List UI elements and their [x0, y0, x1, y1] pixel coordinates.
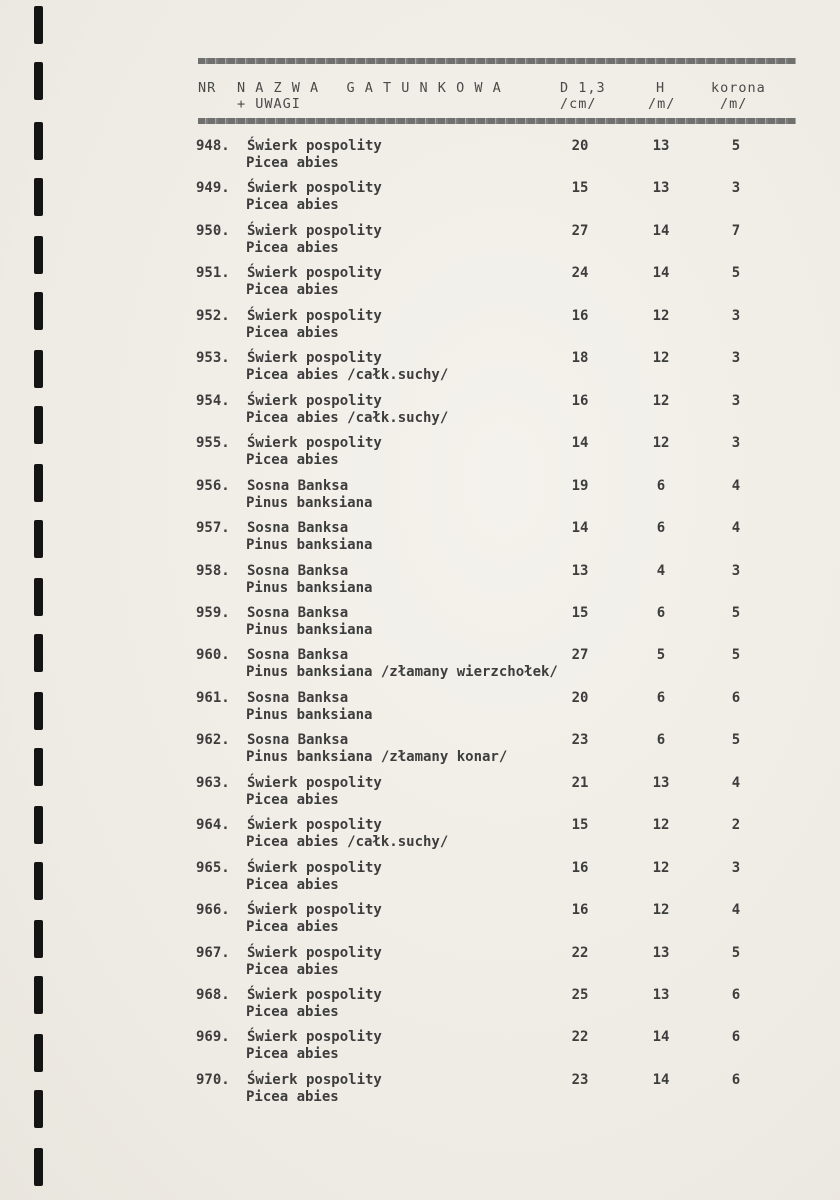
height-value: 13	[652, 987, 670, 1003]
height-value: 6	[656, 520, 666, 537]
species-name: Sosna Banksa	[247, 604, 349, 621]
height-value: 6	[656, 689, 666, 706]
height-value: 12	[652, 392, 670, 409]
latin-name: Picea abies	[246, 282, 339, 299]
species-name: Świerk pospolity	[247, 138, 382, 154]
latin-name: Picea abies	[246, 1004, 339, 1020]
species-name: Świerk pospolity	[247, 944, 382, 961]
table-row	[0, 265, 840, 307]
binding-hole	[34, 62, 43, 100]
latin-name: Picea abies	[246, 239, 339, 256]
species-name: Świerk pospolity	[247, 1071, 382, 1088]
table-row	[0, 987, 840, 1029]
row-number: 950.	[196, 222, 230, 239]
crown-value: 6	[731, 987, 741, 1003]
crown-value: 3	[731, 307, 741, 324]
diameter-value: 15	[571, 180, 589, 197]
latin-name: Picea abies	[246, 324, 339, 341]
col-header-uwagi: + UWAGI	[237, 96, 301, 112]
diameter-value: 13	[571, 562, 589, 579]
species-name: Świerk pospolity	[247, 817, 382, 834]
diameter-value: 16	[571, 859, 589, 876]
latin-name: Pinus banksiana	[246, 706, 373, 723]
crown-value: 3	[731, 350, 741, 367]
latin-name: Picea abies	[246, 1046, 339, 1063]
latin-name: Picea abies	[246, 791, 339, 808]
row-number: 964.	[196, 817, 230, 834]
diameter-value: 22	[571, 1029, 589, 1046]
diameter-value: 20	[571, 138, 589, 154]
col-header-crown: korona	[711, 80, 766, 96]
species-name: Świerk pospolity	[247, 180, 382, 197]
row-number: 961.	[196, 689, 230, 706]
height-value: 12	[652, 350, 670, 367]
row-number: 948.	[196, 138, 230, 154]
crown-value: 3	[731, 859, 741, 876]
row-number: 962.	[196, 732, 230, 749]
diameter-value: 15	[571, 604, 589, 621]
diameter-value: 25	[571, 987, 589, 1003]
species-name: Świerk pospolity	[247, 774, 382, 791]
species-name: Sosna Banksa	[247, 477, 349, 494]
diameter-value: 19	[571, 477, 589, 494]
latin-name: Pinus banksiana	[246, 579, 373, 596]
binding-hole	[34, 6, 43, 44]
table-row	[0, 563, 840, 605]
row-number: 963.	[196, 774, 230, 791]
crown-value: 3	[731, 180, 741, 197]
latin-name: Picea abies	[246, 452, 339, 469]
species-name: Świerk pospolity	[247, 392, 382, 409]
height-value: 13	[652, 774, 670, 791]
table-row	[0, 775, 840, 817]
height-value: 13	[652, 944, 670, 961]
latin-name: Pinus banksiana	[246, 621, 373, 638]
crown-value: 5	[731, 944, 741, 961]
diameter-value: 23	[571, 732, 589, 749]
height-value: 12	[652, 817, 670, 834]
crown-value: 3	[731, 562, 741, 579]
table-row	[0, 520, 840, 562]
crown-value: 4	[731, 774, 741, 791]
latin-name: Pinus banksiana	[246, 537, 373, 554]
table-row	[0, 690, 840, 732]
latin-name: Picea abies	[246, 876, 339, 893]
table-row	[0, 138, 840, 180]
crown-value: 5	[731, 265, 741, 282]
species-name: Świerk pospolity	[247, 1029, 382, 1046]
row-number: 968.	[196, 987, 230, 1003]
diameter-value: 24	[571, 265, 589, 282]
diameter-value: 14	[571, 520, 589, 537]
species-name: Świerk pospolity	[247, 435, 382, 452]
table-row	[0, 308, 840, 350]
table-row	[0, 393, 840, 435]
species-name: Sosna Banksa	[247, 647, 349, 664]
table-row	[0, 1029, 840, 1071]
diameter-value: 21	[571, 774, 589, 791]
latin-name: Picea abies /całk.suchy/	[246, 834, 449, 851]
crown-value: 5	[731, 732, 741, 749]
species-name: Świerk pospolity	[247, 350, 382, 367]
height-value: 14	[652, 1071, 670, 1088]
diameter-value: 14	[571, 435, 589, 452]
crown-value: 6	[731, 1029, 741, 1046]
col-header-crown-unit: /m/	[720, 96, 748, 112]
crown-value: 6	[731, 689, 741, 706]
header-bottom-rule	[198, 118, 796, 124]
col-header-diameter-unit: /cm/	[560, 96, 597, 112]
crown-value: 4	[731, 477, 741, 494]
row-number: 951.	[196, 265, 230, 282]
row-number: 969.	[196, 1029, 230, 1046]
species-name: Świerk pospolity	[247, 902, 382, 919]
diameter-value: 16	[571, 307, 589, 324]
species-name: Świerk pospolity	[247, 307, 382, 324]
crown-value: 5	[731, 647, 741, 664]
height-value: 12	[652, 859, 670, 876]
latin-name: Pinus banksiana /złamany konar/	[246, 749, 508, 766]
col-header-height-unit: /m/	[648, 96, 676, 112]
species-name: Świerk pospolity	[247, 859, 382, 876]
height-value: 14	[652, 265, 670, 282]
crown-value: 5	[731, 604, 741, 621]
col-header-diameter: D 1,3	[560, 80, 606, 96]
latin-name: Pinus banksiana	[246, 494, 373, 511]
diameter-value: 27	[571, 222, 589, 239]
crown-value: 6	[731, 1071, 741, 1088]
col-header-height: H	[656, 80, 666, 96]
row-number: 959.	[196, 604, 230, 621]
table-row	[0, 478, 840, 520]
row-number: 958.	[196, 562, 230, 579]
row-number: 955.	[196, 435, 230, 452]
row-number: 952.	[196, 307, 230, 324]
diameter-value: 20	[571, 689, 589, 706]
species-name: Sosna Banksa	[247, 520, 349, 537]
height-value: 5	[656, 647, 666, 664]
row-number: 967.	[196, 944, 230, 961]
row-number: 965.	[196, 859, 230, 876]
height-value: 4	[656, 562, 666, 579]
height-value: 12	[652, 902, 670, 919]
table-row	[0, 605, 840, 647]
species-name: Świerk pospolity	[247, 222, 382, 239]
row-number: 954.	[196, 392, 230, 409]
table-row	[0, 817, 840, 859]
species-name: Świerk pospolity	[247, 265, 382, 282]
species-name: Sosna Banksa	[247, 689, 349, 706]
crown-value: 4	[731, 902, 741, 919]
table-row	[0, 647, 840, 689]
latin-name: Picea abies /całk.suchy/	[246, 367, 449, 384]
table-row	[0, 350, 840, 392]
header-top-rule	[198, 58, 796, 64]
table-row	[0, 435, 840, 477]
crown-value: 4	[731, 520, 741, 537]
table-row	[0, 180, 840, 222]
col-header-name: N A Z W A G A T U N K O W A	[237, 80, 502, 96]
col-header-nr: NR	[198, 80, 217, 96]
height-value: 13	[652, 138, 670, 154]
species-name: Świerk pospolity	[247, 987, 382, 1003]
diameter-value: 18	[571, 350, 589, 367]
table-row	[0, 945, 840, 987]
crown-value: 3	[731, 392, 741, 409]
table-row	[0, 902, 840, 944]
row-number: 953.	[196, 350, 230, 367]
latin-name: Picea abies	[246, 919, 339, 936]
height-value: 14	[652, 1029, 670, 1046]
diameter-value: 16	[571, 392, 589, 409]
height-value: 12	[652, 307, 670, 324]
row-number: 957.	[196, 520, 230, 537]
species-name: Sosna Banksa	[247, 732, 349, 749]
latin-name: Picea abies	[246, 197, 339, 214]
diameter-value: 23	[571, 1071, 589, 1088]
row-number: 949.	[196, 180, 230, 197]
row-number: 956.	[196, 477, 230, 494]
crown-value: 7	[731, 222, 741, 239]
diameter-value: 27	[571, 647, 589, 664]
table-row	[0, 1072, 840, 1114]
height-value: 6	[656, 732, 666, 749]
latin-name: Picea abies	[246, 1088, 339, 1105]
latin-name: Picea abies	[246, 155, 339, 171]
diameter-value: 16	[571, 902, 589, 919]
height-value: 12	[652, 435, 670, 452]
height-value: 14	[652, 222, 670, 239]
height-value: 6	[656, 604, 666, 621]
crown-value: 5	[731, 138, 741, 154]
row-number: 966.	[196, 902, 230, 919]
diameter-value: 15	[571, 817, 589, 834]
row-number: 970.	[196, 1071, 230, 1088]
crown-value: 3	[731, 435, 741, 452]
table-row	[0, 860, 840, 902]
latin-name: Picea abies /całk.suchy/	[246, 409, 449, 426]
diameter-value: 22	[571, 944, 589, 961]
crown-value: 2	[731, 817, 741, 834]
species-name: Sosna Banksa	[247, 562, 349, 579]
height-value: 6	[656, 477, 666, 494]
latin-name: Picea abies	[246, 961, 339, 978]
binding-hole	[34, 1148, 43, 1186]
height-value: 13	[652, 180, 670, 197]
table-row	[0, 732, 840, 774]
row-number: 960.	[196, 647, 230, 664]
latin-name: Pinus banksiana /złamany wierzchołek/	[246, 664, 558, 681]
table-row	[0, 223, 840, 265]
